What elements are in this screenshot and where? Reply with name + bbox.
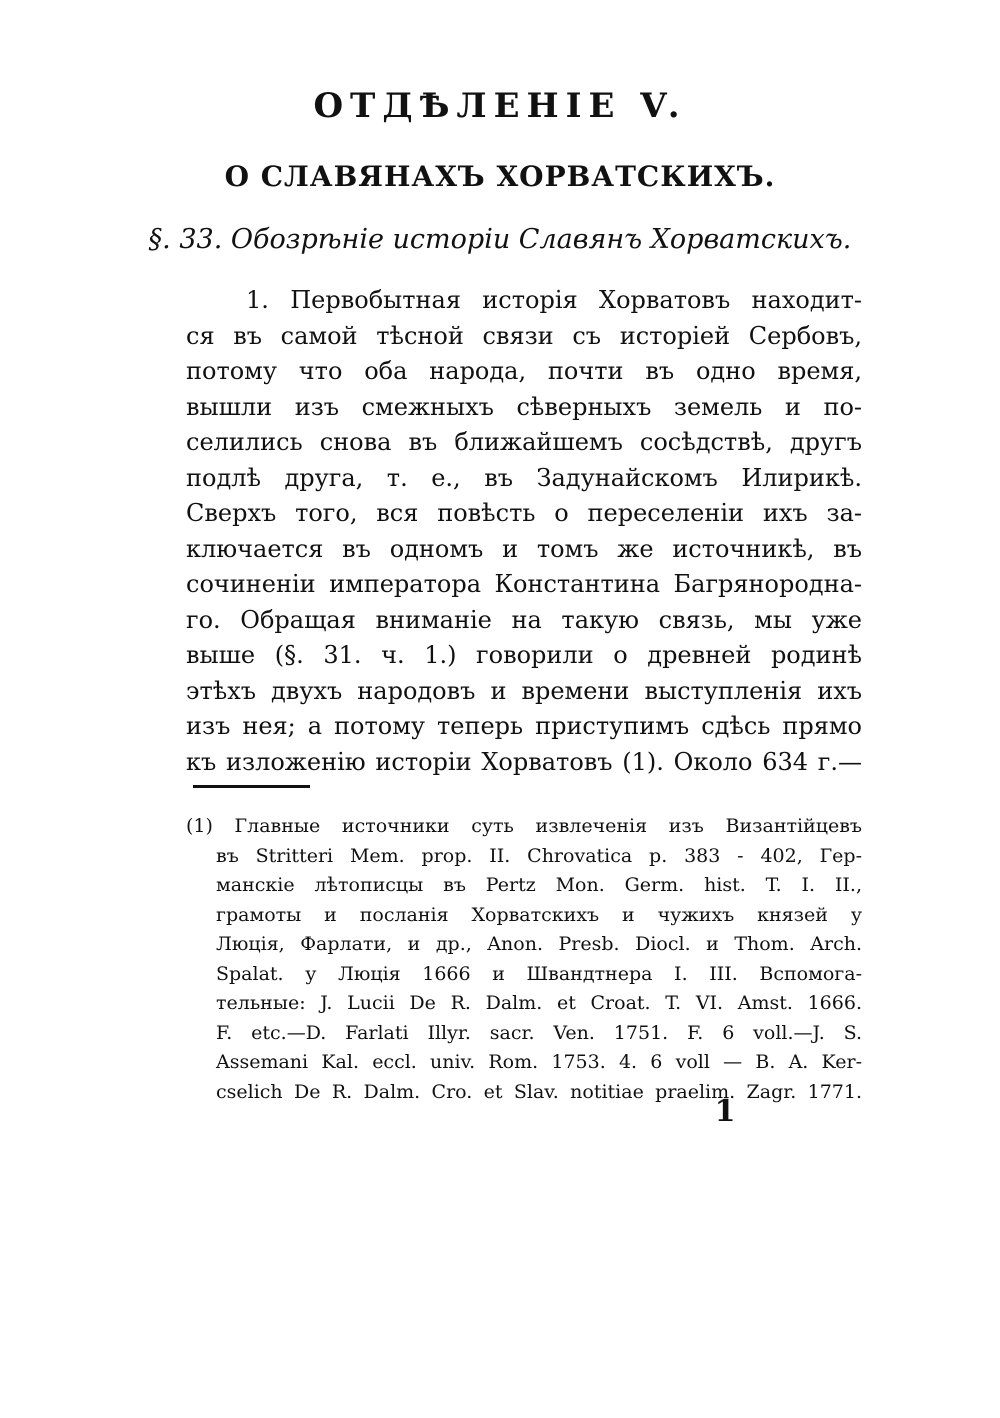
footnotes [186, 812, 862, 1107]
body-line: выше (§. 31. ч. 1.) говорили о древней родинѣ [186, 641, 862, 669]
body-line: ключается въ одномъ и томъ же источникѣ, въ [186, 534, 862, 563]
body-line: го. Обращая вниманіе на такую связь, мы уже [186, 605, 862, 634]
body-text [186, 283, 862, 780]
footnote-line: въ Stritteri Mem. prop. II. Chrovatica p. 383 - 402, Гер- [216, 844, 862, 867]
body-line: изъ нея; а потому теперь приступимъ сдѣсь прямо [186, 712, 862, 740]
body-line: вышли изъ смежныхъ сѣверныхъ земель и по- [186, 392, 862, 421]
paragraph-heading: §. 33. Обозрѣніе исторіи Славянъ Хорватскихъ. [148, 224, 852, 255]
body-line: 1. Первобытная исторія Хорватовъ находит- [246, 286, 862, 314]
footnote-divider [193, 785, 310, 788]
body-line: потому что оба народа, почти въ одно время, [186, 357, 862, 385]
footnote-line: Люція, Фарлати, и др., Anon. Presb. Diocl. и Thom. Arch. [216, 933, 862, 955]
footnote-line: (1) Главные источники суть извлеченія изъ Византійцевъ [186, 815, 862, 837]
body-line: этѣхъ двухъ народовъ и времени выступленія ихъ [186, 676, 862, 705]
footnote-line: тельные: J. Lucii De R. Dalm. et Croat. T. VI. Amst. 1666. [216, 992, 862, 1014]
body-line: сочиненіи императора Константина Багрянороднa- [186, 570, 862, 598]
body-line: Сверхъ того, вся повѣсть о переселеніи ихъ за- [186, 499, 862, 527]
footnote-line: манскіе лѣтописцы въ Pertz Mon. Germ. hist. T. I. II., [216, 874, 862, 896]
body-line: селились снова въ ближайшемъ сосѣдствѣ, другъ [186, 428, 862, 456]
section-title: ОТДѢЛЕНІЕ V. [313, 86, 687, 126]
footnote-line: cselich De R. Dalm. Cro. et Slav. notitiae praelim. Zagr. 1771. [216, 1080, 862, 1103]
body-line: подлѣ друга, т. е., въ Задунайскомъ Илирикѣ. [186, 463, 862, 492]
footnote-line: Assemani Kal. eccl. univ. Rom. 1753. 4. 6 voll — B. A. Ker- [216, 1051, 862, 1073]
footnote-line: Spalat. у Люція 1666 и Швандтнера I. III. Вспомога- [216, 962, 862, 985]
chapter-subtitle: О СЛАВЯНАХЪ ХОРВАТСКИХЪ. [224, 160, 776, 193]
page-number: 1 [714, 1094, 736, 1129]
body-line: ся въ самой тѣсной связи съ исторіей Сербовъ, [186, 321, 862, 350]
footnote-line: F. etc.—D. Farlati Illyr. sacr. Ven. 1751. F. 6 voll.—J. S. [216, 1021, 862, 1044]
footnote-line: грамоты и посланія Хорватскихъ и чужихъ князей у [216, 903, 862, 926]
body-line: къ изложенію исторіи Хорватовъ (1). Около 634 г.— [186, 747, 862, 776]
